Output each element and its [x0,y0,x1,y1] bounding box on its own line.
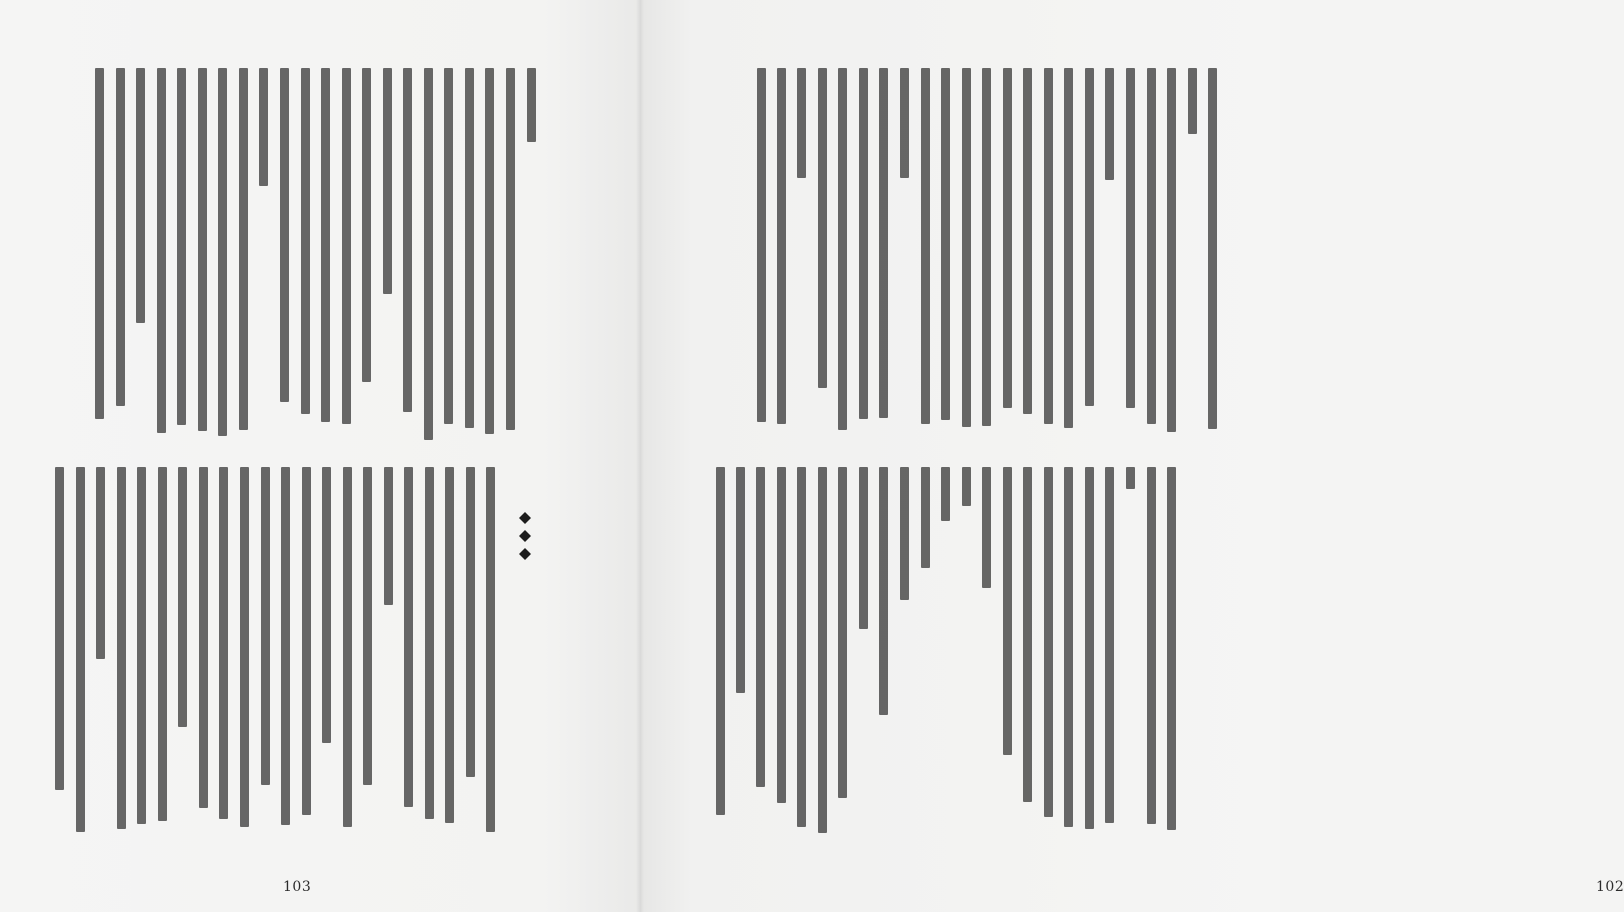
left-page-lower-line [322,467,331,743]
right-page-upper-line [1003,68,1012,408]
page-number-right: 102 [1596,879,1624,895]
right-page-lower-line [1105,467,1114,823]
left-page-upper-line [157,68,166,433]
right-page-upper-line [941,68,950,420]
right-page-upper-line [1023,68,1032,414]
left-page-lower-line [55,467,64,790]
right-page-upper-line [1147,68,1156,424]
left-page-upper-line [177,68,186,425]
right-page-upper-line [838,68,847,430]
page-number-left: 103 [283,879,312,895]
right-page-upper-line [1188,68,1197,134]
left-page-upper-line [136,68,145,323]
right-page-lower-line [1085,467,1094,829]
left-page-lower-line [178,467,187,727]
left-page-upper-line [259,68,268,186]
right-page-lower-line [962,467,971,506]
right-page-lower-line [736,467,745,693]
right-page [640,0,1624,912]
right-page-lower-line [879,467,888,715]
left-page-upper-line [280,68,289,402]
right-page-upper-line [777,68,786,424]
left-page-lower-line [158,467,167,821]
left-page-lower-line [137,467,146,824]
right-page-upper-line [859,68,868,419]
left-page-upper-line [301,68,310,414]
left-page-lower-line [240,467,249,827]
right-page-upper-line [1064,68,1073,428]
right-page-upper-line [1126,68,1135,408]
left-page-lower-line [281,467,290,825]
left-page-upper-line [485,68,494,434]
left-page-upper-line [116,68,125,406]
left-page-lower-line [486,467,495,832]
right-page-lower-line [921,467,930,568]
right-page-lower-line [797,467,806,827]
book-gutter [636,0,644,912]
right-page-lower-line [1147,467,1156,824]
left-page-upper-line [342,68,351,424]
left-page-lower-line [76,467,85,832]
left-page-upper-line [527,68,536,142]
right-page-lower-line [900,467,909,600]
left-page-lower-line [445,467,454,823]
right-page-lower-line [756,467,765,787]
left-page-lower-line [96,467,105,659]
left-page-lower-line [219,467,228,819]
left-page-lower-line [363,467,372,785]
right-page-upper-line [900,68,909,178]
right-page-lower-line [1023,467,1032,802]
right-page-lower-line [818,467,827,833]
left-page-upper-line [239,68,248,430]
right-page-upper-line [1085,68,1094,406]
right-page-lower-line [777,467,786,803]
left-page-upper-line [383,68,392,294]
right-page-upper-line [818,68,827,388]
left-page-lower-line [261,467,270,785]
left-page-upper-line [424,68,433,440]
left-page-lower-line [466,467,475,777]
right-page-lower-line [982,467,991,588]
right-page-upper-line [1105,68,1114,180]
left-page-lower-line [302,467,311,815]
right-page-lower-line [859,467,868,629]
section-break-ornament [519,512,531,560]
right-page-lower-line [1126,467,1135,489]
right-page-lower-line [941,467,950,521]
left-page-upper-line [198,68,207,431]
right-page-upper-line [921,68,930,424]
right-page-upper-line [982,68,991,426]
left-page-lower-line [343,467,352,827]
left-page-upper-line [465,68,474,428]
left-page-lower-line [404,467,413,807]
right-page-upper-line [797,68,806,178]
right-page-upper-line [879,68,888,418]
left-page-lower-line [425,467,434,819]
right-page-upper-line [962,68,971,427]
right-page-upper-line [1167,68,1176,432]
right-page-lower-line [1064,467,1073,827]
left-page [0,0,640,912]
left-page-upper-line [403,68,412,412]
right-page-lower-line [1167,467,1176,830]
left-page-lower-line [384,467,393,605]
left-page-lower-line [199,467,208,808]
right-page-lower-line [716,467,725,815]
left-page-upper-line [321,68,330,422]
right-page-upper-line [757,68,766,422]
left-page-lower-line [117,467,126,829]
right-page-upper-line [1208,68,1217,429]
left-page-upper-line [218,68,227,436]
left-page-upper-line [444,68,453,424]
left-page-upper-line [506,68,515,430]
left-page-upper-line [362,68,371,382]
right-page-lower-line [1003,467,1012,755]
right-page-lower-line [1044,467,1053,817]
left-page-upper-line [95,68,104,419]
right-page-upper-line [1044,68,1053,424]
right-page-lower-line [838,467,847,798]
